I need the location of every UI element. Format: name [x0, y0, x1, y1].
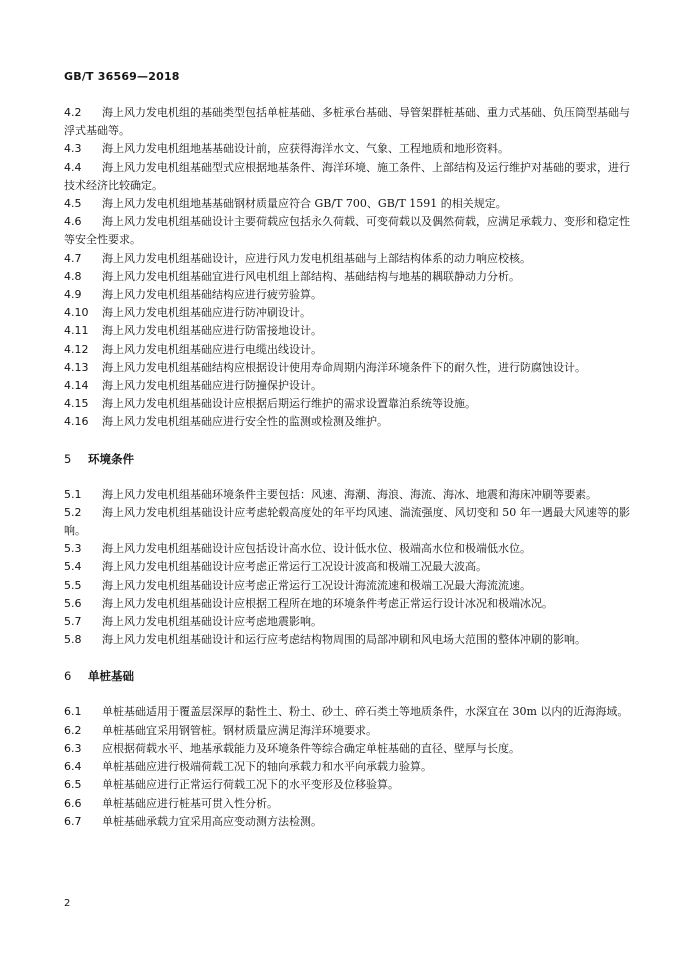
clause-text: 海上风力发电机组基础应进行防冲刷设计。: [102, 306, 311, 320]
clause: [64, 558, 630, 576]
clause: [64, 595, 630, 613]
section-heading-6: [64, 667, 630, 685]
clause-number: 5.6: [64, 596, 82, 610]
clause-text: 海上风力发电机组基础宜进行风电机组上部结构、基础结构与地基的耦联静动力分析。: [102, 269, 520, 283]
clause: [64, 104, 630, 140]
clause: [64, 631, 630, 649]
clause-number: 6.1: [64, 705, 82, 719]
clause-number: 5.4: [64, 560, 82, 574]
clause: [64, 758, 630, 776]
clause-number: 4.9: [64, 288, 82, 302]
clause-text: 海上风力发电机组基础结构应进行疲劳验算。: [102, 288, 322, 302]
clause: [64, 413, 630, 431]
clause-number: 4.2: [64, 106, 82, 119]
clause-text: 海上风力发电机组基础设计主要荷载应包括永久荷载、可变荷载以及偶然荷载，应满足承载力、变形和稳定性等安全性要求。: [64, 215, 630, 247]
clause-number: 5.8: [64, 633, 82, 647]
clause: [64, 776, 630, 794]
clause-number: 4.16: [64, 415, 89, 429]
clause-text: 海上风力发电机组基础型式应根据地基条件、海洋环境、施工条件、上部结构及运行维护对基础的要求，进行技术经济比较确定。: [64, 160, 630, 192]
section-number: 6: [64, 669, 72, 684]
clause-text: 海上风力发电机组基础设计，应进行风力发电机组基础与上部结构体系的动力响应校核。: [102, 251, 531, 265]
clause-number: 4.15: [64, 397, 89, 411]
clause: [64, 486, 630, 504]
clause: [64, 540, 630, 558]
section-number: 5: [64, 451, 72, 466]
page-number: 2: [64, 898, 71, 909]
section-title-text: 单桩基础: [88, 669, 134, 684]
clause: [64, 159, 630, 195]
clause: [64, 195, 630, 213]
clause: [64, 286, 630, 304]
clause: [64, 140, 630, 158]
section-heading-5: [64, 450, 630, 468]
clause-number: 6.5: [64, 778, 82, 792]
clause-number: 4.10: [64, 306, 89, 320]
clause-number: 4.8: [64, 269, 82, 283]
clause: [64, 722, 630, 740]
clause-number: 4.14: [64, 379, 89, 393]
clause-number: 6.2: [64, 723, 82, 737]
clause-text: 单桩基础承载力宜采用高应变动测方法检测。: [102, 814, 322, 828]
clause-text: 海上风力发电机组基础环境条件主要包括：风速、海潮、海浪、海流、海冰、地震和海床冲刷等要素。: [102, 487, 597, 501]
clause: [64, 504, 630, 540]
clause-text: 海上风力发电机组基础设计应考虑轮毂高度处的年平均风速、湍流强度、风切变和 50 年一遇最大风速等的影响。: [64, 505, 630, 538]
clause-text: 海上风力发电机组基础应进行防撞保护设计。: [102, 379, 322, 393]
clause: [64, 304, 630, 322]
clause-text: 海上风力发电机组基础设计应考虑地震影响。: [102, 615, 322, 629]
clause-number: 5.2: [64, 505, 82, 519]
clause: [64, 395, 630, 413]
clause-number: 6.4: [64, 760, 82, 774]
clause-number: 6.3: [64, 741, 82, 755]
clause: [64, 359, 630, 377]
clause-text: 海上风力发电机组基础设计应考虑正常运行工况设计波高和极端工况最大波高。: [102, 560, 487, 574]
clause-text: 单桩基础应进行桩基可贯入性分析。: [102, 796, 278, 810]
clause-number: 4.11: [64, 324, 89, 338]
document-body: [64, 104, 630, 831]
clause-text: 海上风力发电机组基础设计应根据工程所在地的环境条件考虑正常运行设计冰况和极端冰况。: [102, 596, 553, 610]
clause-text: 海上风力发电机组基础应进行电缆出线设计。: [102, 342, 322, 356]
clause-number: 4.13: [64, 360, 89, 374]
clause: [64, 377, 630, 395]
clause-text: 海上风力发电机组的基础类型包括单桩基础、多桩承台基础、导管架群桩基础、重力式基础、负压筒型基础与浮式基础等。: [64, 106, 630, 138]
clause: [64, 740, 630, 758]
clause-number: 5.7: [64, 615, 82, 629]
clause-text: 应根据荷载水平、地基承载能力及环境条件等综合确定单桩基础的直径、壁厚与长度。: [102, 741, 520, 755]
clause-number: 6.7: [64, 814, 82, 828]
section-title-text: 环境条件: [88, 451, 134, 466]
clause: [64, 703, 630, 721]
clause: [64, 613, 630, 631]
clause-text: 单桩基础应进行正常运行荷载工况下的水平变形及位移验算。: [102, 778, 399, 792]
clause-number: 6.6: [64, 796, 82, 810]
clause: [64, 341, 630, 359]
clause: [64, 213, 630, 249]
clause-text: 海上风力发电机组基础应进行防雷接地设计。: [102, 324, 322, 338]
clause-number: 4.3: [64, 142, 82, 156]
clause-text: 海上风力发电机组基础设计应考虑正常运行工况设计海流流速和极端工况最大海流流速。: [102, 578, 531, 592]
standard-number-header: GB/T 36569—2018: [64, 70, 180, 83]
clause-number: 5.1: [64, 487, 82, 501]
clause-number: 4.7: [64, 251, 82, 265]
clause-number: 5.3: [64, 542, 82, 556]
clause-number: 4.5: [64, 197, 82, 211]
clause-number: 4.6: [64, 215, 82, 229]
clause-list-6: [64, 703, 630, 830]
clause-text: 海上风力发电机组基础设计应包括设计高水位、设计低水位、极端高水位和极端低水位。: [102, 542, 531, 556]
clause-text: 海上风力发电机组基础结构应根据设计使用寿命周期内海洋环境条件下的耐久性，进行防腐蚀设计。: [102, 360, 586, 374]
clause-number: 4.4: [64, 160, 82, 174]
clause-list-4: [64, 104, 630, 432]
clause: [64, 813, 630, 831]
clause-text: 海上风力发电机组地基基础设计前，应获得海洋水文、气象、工程地质和地形资料。: [102, 142, 509, 156]
clause: [64, 795, 630, 813]
clause-text: 单桩基础应进行极端荷载工况下的轴向承载力和水平向承载力验算。: [102, 760, 432, 774]
clause-list-5: [64, 486, 630, 650]
clause-number: 4.12: [64, 342, 89, 356]
clause: [64, 322, 630, 340]
clause-text: 海上风力发电机组基础应进行安全性的监测或检测及维护。: [102, 415, 388, 429]
clause: [64, 577, 630, 595]
clause-text: 海上风力发电机组基础设计应根据后期运行维护的需求设置靠泊系统等设施。: [102, 397, 476, 411]
clause-text: 海上风力发电机组地基基础钢材质量应符合 GB/T 700、GB/T 1591 的相关规定。: [102, 197, 507, 211]
clause-number: 5.5: [64, 578, 82, 592]
clause: [64, 268, 630, 286]
clause-text: 海上风力发电机组基础设计和运行应考虑结构物周围的局部冲刷和风电场大范围的整体冲刷的影响。: [102, 633, 586, 647]
clause-text: 单桩基础适用于覆盖层深厚的黏性土、粉土、砂土、碎石类土等地质条件，水深宜在 30m 以内的近海海域。: [102, 705, 629, 719]
clause-text: 单桩基础宜采用钢管桩。钢材质量应满足海洋环境要求。: [102, 723, 377, 737]
clause: [64, 250, 630, 268]
